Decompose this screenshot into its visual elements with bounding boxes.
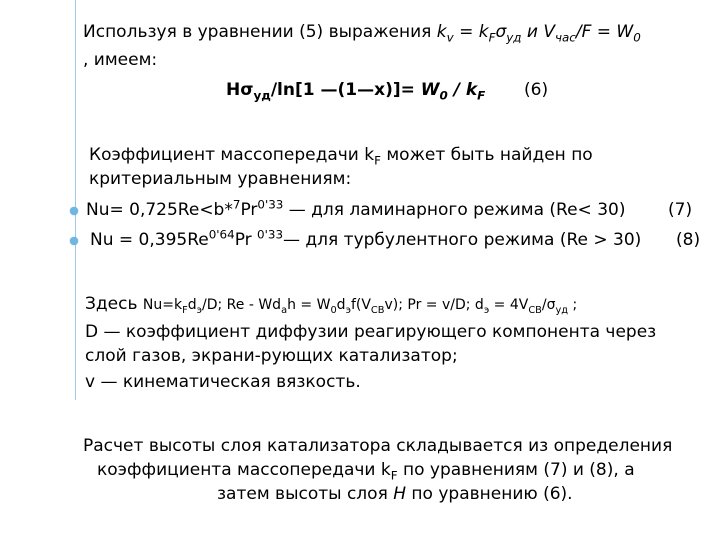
and-V: и V — [521, 22, 555, 42]
bullet2-mid: Pr — [234, 230, 258, 250]
bullet2-pre: Nu = 0,395Re — [90, 230, 209, 250]
bullet2-num: (8) — [676, 230, 701, 250]
para4-H: H — [393, 484, 407, 504]
para4-line2 — [97, 460, 635, 483]
para2-line2 — [89, 169, 351, 189]
bullet1-post: — для ламинарного режима (Re< 30) — [283, 200, 626, 220]
para1-lead: Используя в уравнении (5) выражения — [83, 22, 437, 42]
bullet2-post: — для турбулентного режима (Re > 30) — [283, 230, 642, 250]
para2-line1 — [89, 145, 593, 168]
k-v-subscript: v — [446, 30, 454, 45]
definitions-formulas: $Nu=k_Fd_э/D$; $Re - Wd_ah = W_0d_эf(V_{CB}v)$; Pr = v/D; $d_э = 4V_{CB}/\sigma_{уд}$ ; — [142, 297, 578, 316]
k-symbol: k — [436, 22, 447, 42]
para3-D-line1 — [85, 322, 656, 342]
bullet-icon — [70, 207, 78, 215]
para4-line1 — [83, 436, 672, 456]
bullet1-pre: Nu= 0,725Re<b* — [86, 200, 233, 220]
formula-k: / k — [447, 80, 478, 100]
kF-expression: = k — [453, 22, 489, 42]
para2-text-b: может быть найден по — [380, 145, 593, 165]
formula-sigma: σ — [240, 80, 254, 100]
F-eq-W: /F = W — [575, 22, 634, 42]
equation-number-8 — [676, 230, 700, 250]
para2-text-a: Коэффициент массопередачи k — [89, 145, 375, 165]
bullet2-sup2: 0'33 — [257, 227, 284, 242]
chas-subscript: час — [555, 30, 576, 45]
para3-definitions — [85, 294, 577, 315]
bullet2-sup1: 0'64 — [208, 227, 235, 242]
para4-text-2a: коэффициента массопередачи k — [97, 460, 391, 480]
bullet-item-turbulent — [90, 227, 642, 250]
bullet-item-laminar — [86, 197, 626, 220]
zero-subscript: 0 — [633, 30, 641, 45]
equation-number-6: (6) — [524, 80, 549, 100]
ud-subscript: уд — [506, 30, 522, 45]
diffusion-definition: D — коэффициент диффузии реагирующего компонента через — [85, 322, 657, 342]
para4-F-sub: F — [390, 468, 398, 483]
formula-F-sub: F — [477, 88, 486, 103]
para3-zdes: Здесь — [85, 294, 143, 314]
formula-H: H — [226, 80, 241, 100]
bullet1-sup1: 7 — [232, 197, 241, 212]
para4-line3 — [217, 484, 573, 504]
bullet1-mid: Pr — [240, 200, 258, 220]
diffusion-definition-cont: слой газов, экрани-рующих катализатор; — [85, 346, 458, 366]
para4-text-2b: по уравнениям (7) и (8), а — [397, 460, 635, 480]
para3-v-line — [85, 372, 361, 392]
para2-F-sub: F — [374, 153, 381, 168]
para4-text-3b: по уравнению (6). — [406, 484, 573, 504]
bullet1-sup2: 0'33 — [257, 197, 284, 212]
formula-zero-sub: 0 — [439, 88, 448, 103]
para1-line1 — [83, 22, 641, 45]
para4-text-1: Расчет высоты слоя катализатора складывается из определения — [83, 436, 673, 456]
formula-6 — [226, 80, 486, 103]
sigma-symbol: σ — [495, 22, 507, 42]
para1-have: , имеем: — [83, 50, 158, 70]
viscosity-definition: v — кинематическая вязкость. — [85, 372, 361, 392]
para3-D-line2 — [85, 346, 458, 366]
para4-text-3a: затем высоты слоя — [217, 484, 394, 504]
bullet-icon — [70, 237, 78, 245]
formula-W: W — [420, 80, 440, 100]
formula-ud-sub: уд — [253, 88, 271, 103]
bullet1-num: (7) — [668, 200, 693, 220]
equation-number-7 — [668, 200, 692, 220]
para2-criteria: критериальным уравнениям: — [89, 169, 352, 189]
accent-vertical-line — [75, 0, 76, 400]
formula-ln-part: /ln[1 —(1—x)]= — [270, 80, 421, 100]
para1-line2 — [83, 50, 157, 70]
F-subscript: F — [488, 30, 496, 45]
formula-6-number — [524, 80, 548, 100]
